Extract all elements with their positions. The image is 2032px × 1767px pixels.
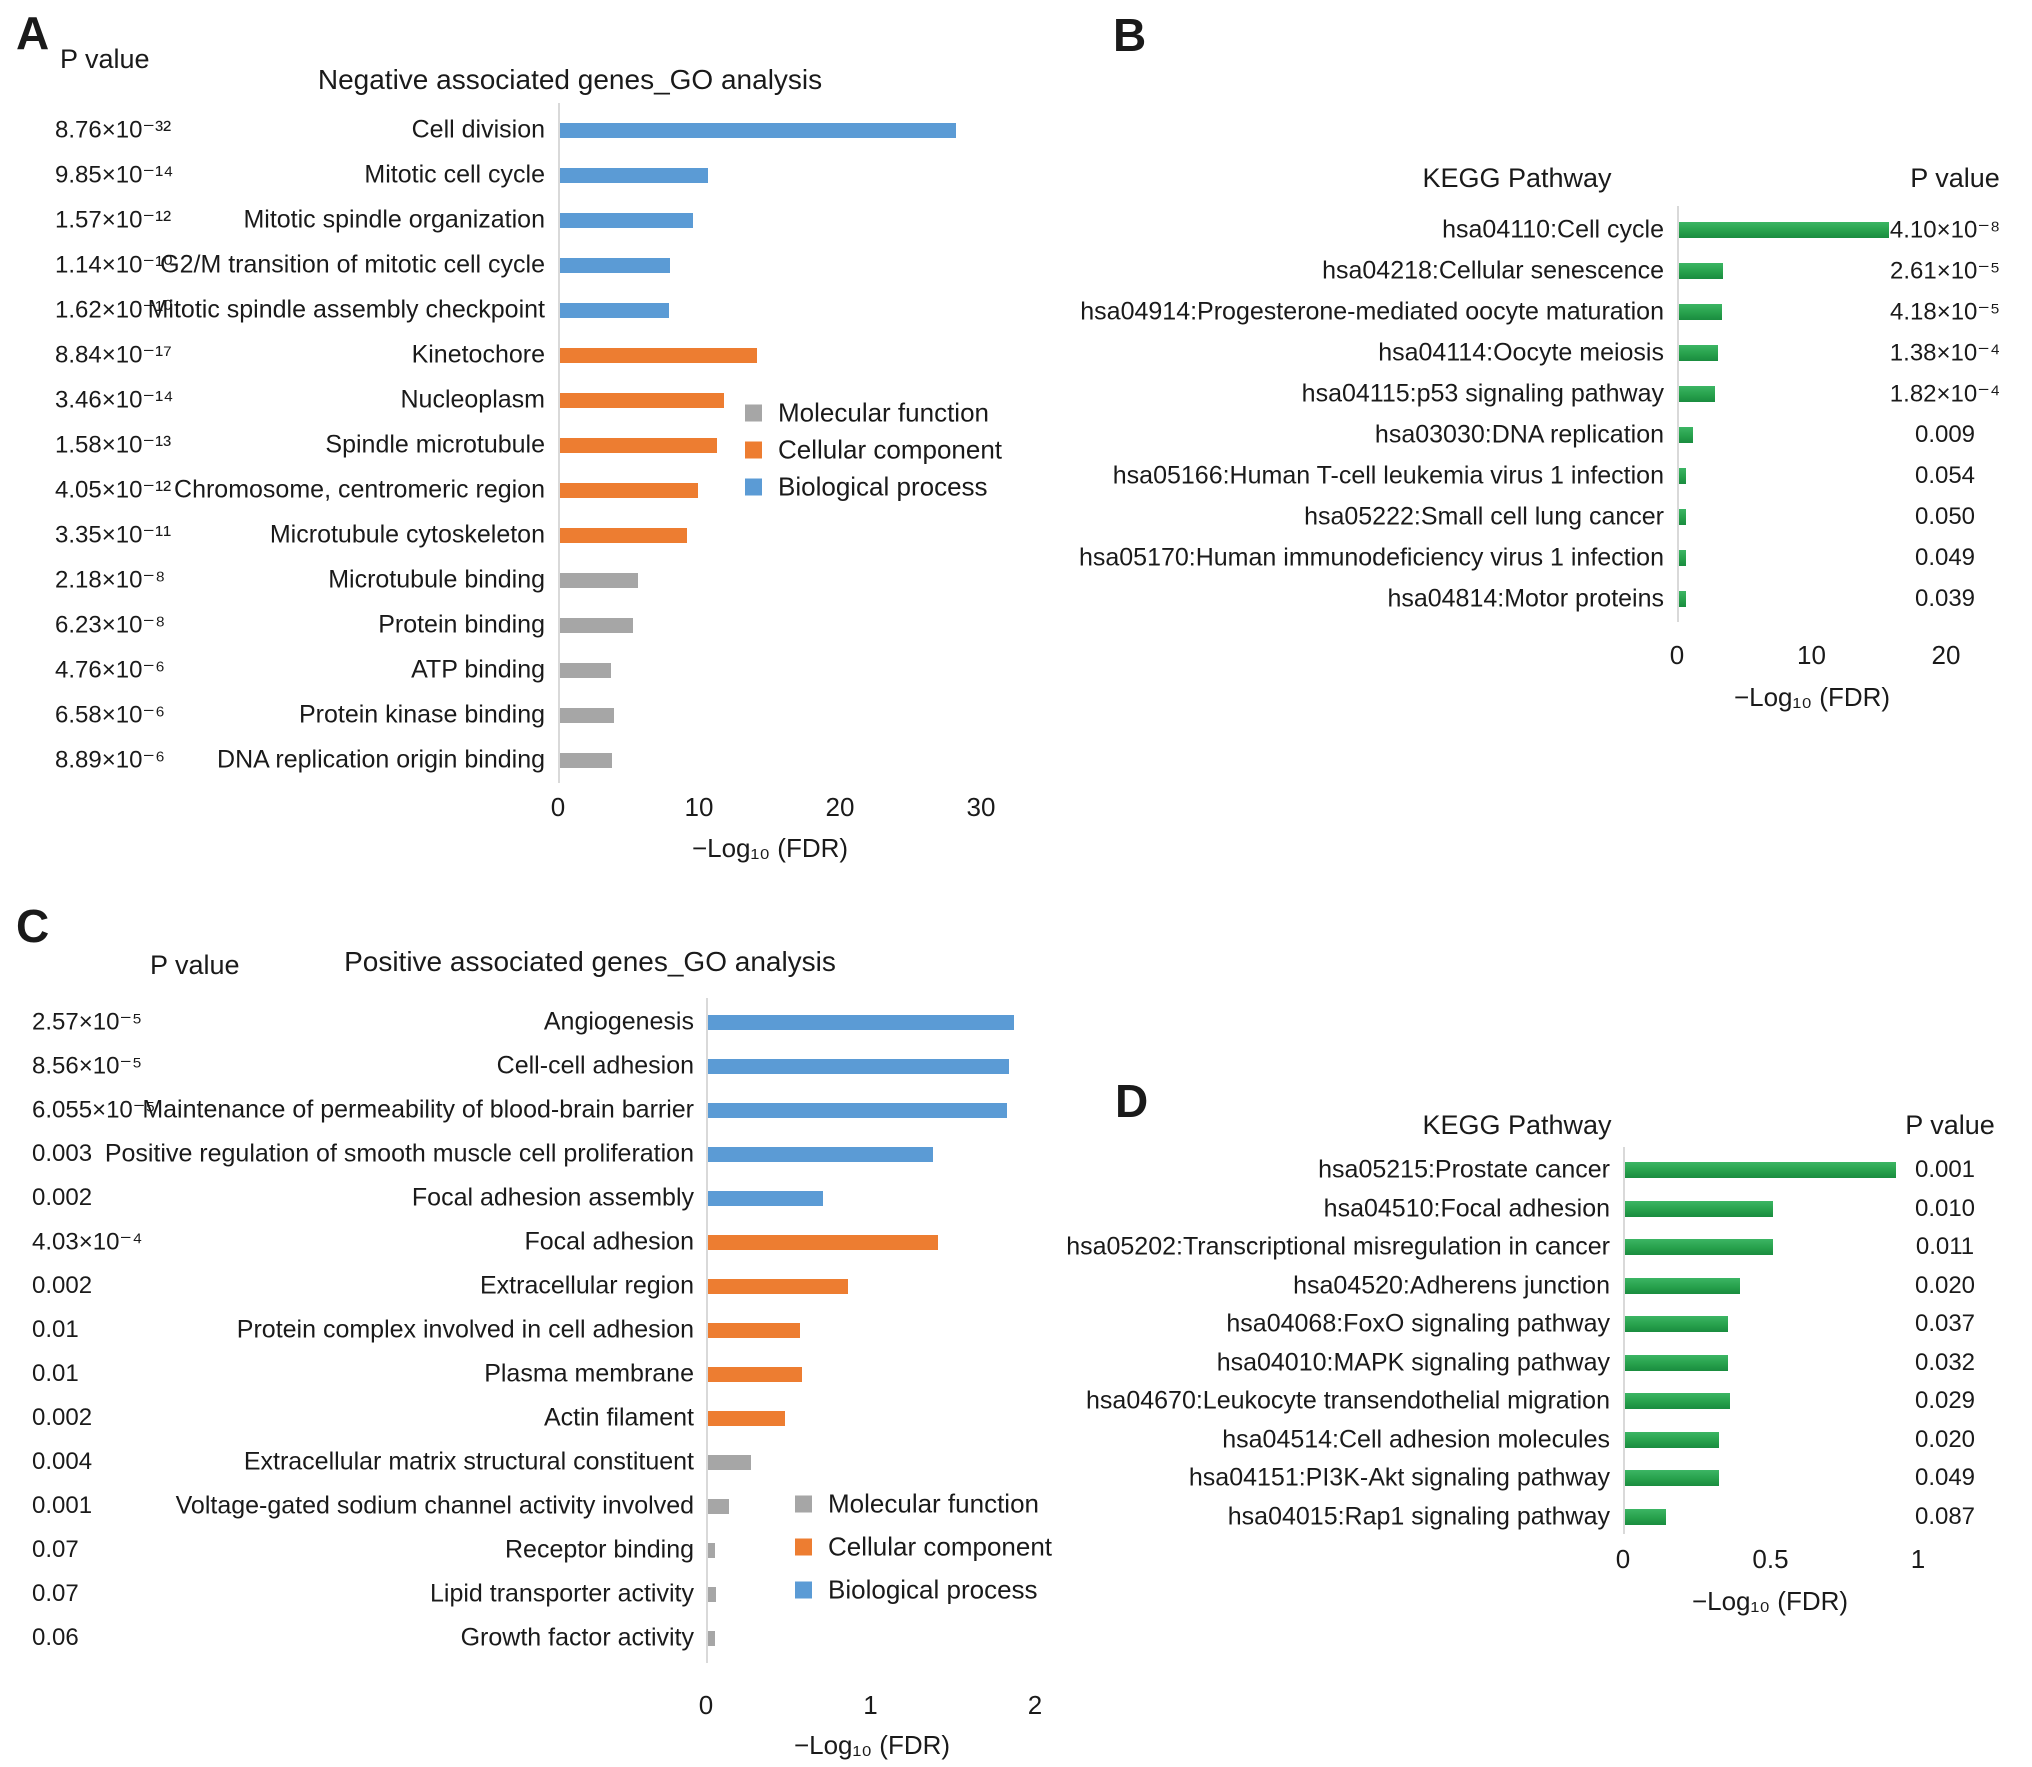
panel-d-pvalue: 0.011 xyxy=(1915,1233,1975,1260)
panel-c-bar xyxy=(708,1235,938,1250)
panel-b-pvalue: 0.039 xyxy=(1914,585,1976,612)
panel-c-pvalue: 8.56×10⁻⁵ xyxy=(32,1052,143,1080)
panel-c-bar xyxy=(708,1323,800,1338)
panel-c-bar xyxy=(708,1455,751,1470)
panel-c-pvalue: 0.002 xyxy=(32,1272,93,1299)
panel-a-row-label: Microtubule cytoskeleton xyxy=(269,520,545,549)
panel-a-row-label: ATP binding xyxy=(411,655,545,684)
panel-a-pvalue: 1.57×10⁻¹² xyxy=(55,206,172,234)
panel-c-row-label: Extracellular matrix structural constituent xyxy=(243,1447,694,1476)
panel-d-row-label: hsa04010:MAPK signaling pathway xyxy=(1216,1348,1610,1376)
panel-a-row-label: Chromosome, centromeric region xyxy=(174,475,545,504)
panel-c-pvalue: 2.57×10⁻⁵ xyxy=(32,1008,143,1036)
panel-c-row-label: Maintenance of permeability of blood-brain barrier xyxy=(142,1095,694,1124)
panel-d-row-label: hsa04068:FoxO signaling pathway xyxy=(1226,1309,1610,1338)
panel-c-x-tick: 2 xyxy=(1027,1690,1043,1720)
panel-d-xaxis-label: −Log₁₀ (FDR) xyxy=(1691,1586,1849,1616)
panel-a-pvalue: 1.62×10⁻¹⁰ xyxy=(55,296,173,324)
panel-d-row-label: hsa04514:Cell adhesion molecules xyxy=(1222,1425,1610,1453)
panel-a-letter: A xyxy=(16,7,50,59)
panel-c-x-tick: 1 xyxy=(863,1690,878,1720)
panel-a-legend-label: Molecular function xyxy=(778,397,989,428)
panel-a-row-label: Kinetochore xyxy=(411,340,545,369)
panel-c-bar xyxy=(708,1279,848,1294)
panel-b-x-tick: 0 xyxy=(1669,640,1685,670)
panel-b-x-tick: 10 xyxy=(1797,640,1826,670)
panel-c-title: Positive associated genes_GO analysis xyxy=(344,946,836,977)
panel-b-row-label: hsa05170:Human immunodeficiency virus 1 infection xyxy=(1078,543,1664,572)
panel-b-bar xyxy=(1679,550,1686,566)
panel-b-pvalue: 4.18×10⁻⁵ xyxy=(1889,298,2001,326)
panel-d-row-label: hsa05215:Prostate cancer xyxy=(1318,1155,1610,1184)
panel-a-legend-swatch-molecular_function xyxy=(745,405,762,422)
panel-b-bar xyxy=(1679,222,1889,238)
panel-c-row-label: Plasma membrane xyxy=(484,1359,694,1388)
panel-d-pvalue: 0.087 xyxy=(1914,1502,1976,1530)
panel-d-row-label: hsa04520:Adherens junction xyxy=(1293,1271,1610,1299)
panel-a-pvalue: 9.85×10⁻¹⁴ xyxy=(55,161,174,189)
panel-c-row-label: Lipid transporter activity xyxy=(429,1579,694,1608)
panel-c-row-label: Protein complex involved in cell adhesion xyxy=(236,1315,694,1344)
panel-d-pvalue: 0.037 xyxy=(1914,1310,1976,1337)
panel-d-pvalue: 0.029 xyxy=(1914,1387,1976,1414)
panel-c-bar xyxy=(708,1499,729,1514)
panel-b-bar xyxy=(1679,386,1715,402)
panel-d-pvalue: 0.020 xyxy=(1914,1425,1976,1453)
panel-c-pvalue: 6.055×10⁻⁵ xyxy=(32,1096,156,1124)
panel-c-legend-swatch-cellular_component xyxy=(795,1539,812,1556)
panel-c-legend-swatch-molecular_function xyxy=(795,1496,812,1513)
panel-d-x-tick: 1 xyxy=(1910,1544,1926,1574)
panel-b-row-label: hsa04114:Oocyte meiosis xyxy=(1378,338,1664,367)
panel-b-bar xyxy=(1679,468,1686,484)
panel-a-title: Negative associated genes_GO analysis xyxy=(317,64,823,95)
panel-a-bar xyxy=(560,483,698,498)
panel-b-pvalue: 1.82×10⁻⁴ xyxy=(1889,380,2001,408)
panel-b-bar xyxy=(1679,304,1722,320)
panel-d-bar xyxy=(1625,1509,1666,1525)
panel-b-row-label: hsa03030:DNA replication xyxy=(1374,420,1664,449)
panel-a-row-label: Protein binding xyxy=(378,610,545,639)
panel-a-legend-swatch-cellular_component xyxy=(745,442,762,459)
panel-a-bar xyxy=(560,573,638,588)
panel-b-pvalue: 0.050 xyxy=(1914,503,1976,530)
panel-d-bar xyxy=(1625,1355,1728,1371)
panel-d-pvalue: 0.001 xyxy=(1914,1156,1976,1183)
panel-d-bar xyxy=(1625,1239,1773,1255)
panel-d-pvalue: 0.032 xyxy=(1914,1348,1976,1376)
panel-a-legend-swatch-biological_process xyxy=(745,479,762,496)
panel-a-row-label: Cell division xyxy=(411,115,545,144)
panel-c-legend-label: Molecular function xyxy=(828,1488,1039,1519)
panel-c-pvalue: 0.01 xyxy=(32,1360,79,1387)
panel-c-row-label: Extracellular region xyxy=(480,1271,694,1300)
panel-c-legend-label: Cellular component xyxy=(828,1531,1053,1562)
panel-d-bar xyxy=(1625,1278,1740,1294)
panel-b-pvalue-header: P value xyxy=(1910,163,2000,193)
panel-c-pvalue: 0.06 xyxy=(32,1624,79,1651)
panel-c-row-label: Voltage-gated sodium channel activity involved xyxy=(175,1491,694,1520)
panel-d-kegg-header: KEGG Pathway xyxy=(1422,1110,1612,1140)
panel-b-row-label: hsa05166:Human T-cell leukemia virus 1 infection xyxy=(1112,461,1664,490)
panel-a-pvalue: 8.89×10⁻⁶ xyxy=(55,746,165,774)
panel-b-bar xyxy=(1679,591,1686,607)
panel-c-row-label: Cell-cell adhesion xyxy=(496,1051,694,1080)
panel-c-pvalue: 4.03×10⁻⁴ xyxy=(32,1228,143,1256)
panel-a-bar xyxy=(560,303,669,318)
panel-d-x-tick: 0.5 xyxy=(1752,1544,1789,1574)
panel-d-letter: D xyxy=(1115,1075,1149,1127)
panel-c-row-label: Focal adhesion assembly xyxy=(411,1183,694,1212)
panel-b-row-label: hsa05222:Small cell lung cancer xyxy=(1304,502,1664,531)
panel-a-pvalue: 4.05×10⁻¹² xyxy=(55,476,172,504)
panel-b-pvalue: 2.61×10⁻⁵ xyxy=(1889,257,2001,285)
panel-d-row-label: hsa04670:Leukocyte transendothelial migration xyxy=(1086,1386,1610,1415)
panel-d-bar xyxy=(1625,1201,1773,1217)
panel-a-pvalue: 8.84×10⁻¹⁷ xyxy=(55,341,172,369)
panel-b-pvalue: 1.38×10⁻⁴ xyxy=(1889,339,2001,367)
panel-a-row-label: Mitotic spindle assembly checkpoint xyxy=(147,295,545,324)
panel-c-row-label: Positive regulation of smooth muscle cell proliferation xyxy=(104,1139,694,1168)
panel-c-xaxis-label: −Log₁₀ (FDR) xyxy=(793,1730,951,1760)
panel-c-legend-swatch-biological_process xyxy=(795,1582,812,1599)
panel-c-bar xyxy=(708,1367,802,1382)
panel-b-pvalue: 4.10×10⁻⁸ xyxy=(1889,216,2001,244)
panel-a-xaxis-label: −Log₁₀ (FDR) xyxy=(691,833,849,863)
panel-a-pvalue: 2.18×10⁻⁸ xyxy=(55,566,166,594)
panel-c-bar xyxy=(708,1587,716,1602)
panel-b-row-label: hsa04115:p53 signaling pathway xyxy=(1301,379,1664,408)
panel-b-letter: B xyxy=(1113,9,1147,61)
panel-d-x-tick: 0 xyxy=(1615,1544,1631,1574)
panel-c-letter: C xyxy=(16,900,50,952)
panel-a-x-tick: 30 xyxy=(966,792,996,822)
panel-c-pvalue: 0.002 xyxy=(32,1404,93,1431)
panel-a-bar xyxy=(560,438,717,453)
panel-a-bar xyxy=(560,753,612,768)
panel-a-row-label: Protein kinase binding xyxy=(299,700,545,729)
panel-a-legend-label: Cellular component xyxy=(778,434,1003,465)
panel-a-bar xyxy=(560,258,670,273)
panel-c-row-label: Receptor binding xyxy=(504,1535,694,1564)
panel-a-row-label: Microtubule binding xyxy=(328,565,545,594)
panel-d-row-label: hsa04015:Rap1 signaling pathway xyxy=(1227,1502,1610,1530)
panel-a-bar xyxy=(560,618,633,633)
panel-c-row-label: Actin filament xyxy=(543,1403,694,1432)
panel-b-bar xyxy=(1679,263,1723,279)
panel-c-bar xyxy=(708,1411,785,1426)
panel-c-bar xyxy=(708,1015,1014,1030)
panel-a-x-tick: 0 xyxy=(550,792,566,822)
panel-a-pvalue: 3.35×10⁻¹¹ xyxy=(55,521,172,549)
panel-b-row-label: hsa04814:Motor proteins xyxy=(1387,584,1664,613)
panel-b-bar xyxy=(1679,427,1693,443)
panel-d-pvalue: 0.020 xyxy=(1914,1271,1976,1299)
panel-c-row-label: Growth factor activity xyxy=(460,1623,694,1652)
panel-c-pvalue: 0.01 xyxy=(32,1316,79,1343)
panel-a-bar xyxy=(560,528,687,543)
panel-a-bar xyxy=(560,663,611,678)
panel-c-bar xyxy=(708,1191,823,1206)
panel-a-pvalue: 4.76×10⁻⁶ xyxy=(55,656,165,684)
panel-d-row-label: hsa04151:PI3K-Akt signaling pathway xyxy=(1188,1463,1610,1492)
panel-a-pvalue: 3.46×10⁻¹⁴ xyxy=(55,386,174,414)
panel-c-pvalue: 0.07 xyxy=(32,1536,79,1563)
panel-d-pvalue-header: P value xyxy=(1905,1110,1995,1140)
panel-a-row-label: Mitotic spindle organization xyxy=(243,205,545,234)
panel-a-row-label: G2/M transition of mitotic cell cycle xyxy=(160,250,545,279)
panel-c-pvalue: 0.003 xyxy=(32,1140,93,1167)
panel-b-kegg-header: KEGG Pathway xyxy=(1422,163,1612,193)
panel-a-row-label: Spindle microtubule xyxy=(325,430,545,459)
panel-b-row-label: hsa04110:Cell cycle xyxy=(1442,215,1664,244)
panel-b-bar xyxy=(1679,509,1686,525)
panel-c-pvalue: 0.07 xyxy=(32,1580,79,1607)
panel-a-pvalue: 6.58×10⁻⁶ xyxy=(55,701,165,729)
panel-b-row-label: hsa04914:Progesterone-mediated oocyte maturation xyxy=(1080,297,1664,326)
panel-b-pvalue: 0.049 xyxy=(1914,544,1976,571)
panel-d-row-label: hsa04510:Focal adhesion xyxy=(1323,1194,1610,1222)
panel-a-row-label: Mitotic cell cycle xyxy=(364,160,545,189)
panel-a-row-label: Nucleoplasm xyxy=(400,385,545,414)
panel-c-pvalue: 0.002 xyxy=(32,1184,93,1211)
panel-d-bar xyxy=(1625,1393,1730,1409)
panel-c-row-label: Focal adhesion xyxy=(524,1227,694,1256)
panel-c-bar xyxy=(708,1059,1009,1074)
panel-d-bar xyxy=(1625,1162,1896,1178)
panel-c-pvalue-header: P value xyxy=(150,950,240,980)
panel-b-pvalue: 0.054 xyxy=(1914,462,1976,489)
panel-d-row-label: hsa05202:Transcriptional misregulation in cancer xyxy=(1066,1232,1610,1261)
panel-a-row-label: DNA replication origin binding xyxy=(217,745,545,774)
panel-d-bar xyxy=(1625,1470,1719,1486)
panel-c-pvalue: 0.001 xyxy=(32,1492,93,1519)
panel-a-legend-label: Biological process xyxy=(778,471,988,502)
panel-c-bar xyxy=(708,1103,1007,1118)
panel-b-row-label: hsa04218:Cellular senescence xyxy=(1322,256,1664,285)
panel-a-bar xyxy=(560,708,614,723)
panel-c-pvalue: 0.004 xyxy=(32,1448,93,1475)
panel-a-pvalue: 8.76×10⁻³² xyxy=(55,116,172,144)
panel-a-bar xyxy=(560,213,693,228)
panel-a-pvalue: 1.58×10⁻¹³ xyxy=(55,431,172,459)
panel-a-bar xyxy=(560,393,724,408)
panel-c-x-tick: 0 xyxy=(698,1690,714,1720)
panel-c-legend-label: Biological process xyxy=(828,1574,1038,1605)
panel-a-bar xyxy=(560,168,708,183)
panel-a-pvalue-header: P value xyxy=(60,44,150,74)
panel-a-bar xyxy=(560,123,956,138)
panel-c-row-label: Angiogenesis xyxy=(543,1007,694,1036)
panel-d-pvalue: 0.049 xyxy=(1914,1464,1976,1491)
panel-a-pvalue: 6.23×10⁻⁸ xyxy=(55,611,166,639)
panel-d-pvalue: 0.010 xyxy=(1914,1194,1976,1222)
panel-a-x-tick: 10 xyxy=(684,792,714,822)
panel-a-pvalue: 1.14×10⁻¹⁰ xyxy=(55,251,173,279)
panel-d-bar xyxy=(1625,1432,1719,1448)
panel-c-bar xyxy=(708,1543,715,1558)
panel-b-bar xyxy=(1679,345,1718,361)
panel-a-bar xyxy=(560,348,757,363)
panel-c-bar xyxy=(708,1631,715,1646)
panel-d-bar xyxy=(1625,1316,1728,1332)
panel-a-x-tick: 20 xyxy=(825,792,855,822)
panel-b-pvalue: 0.009 xyxy=(1914,421,1976,448)
panel-b-xaxis-label: −Log₁₀ (FDR) xyxy=(1733,682,1891,712)
panel-b-x-tick: 20 xyxy=(1931,640,1961,670)
panel-c-bar xyxy=(708,1147,933,1162)
